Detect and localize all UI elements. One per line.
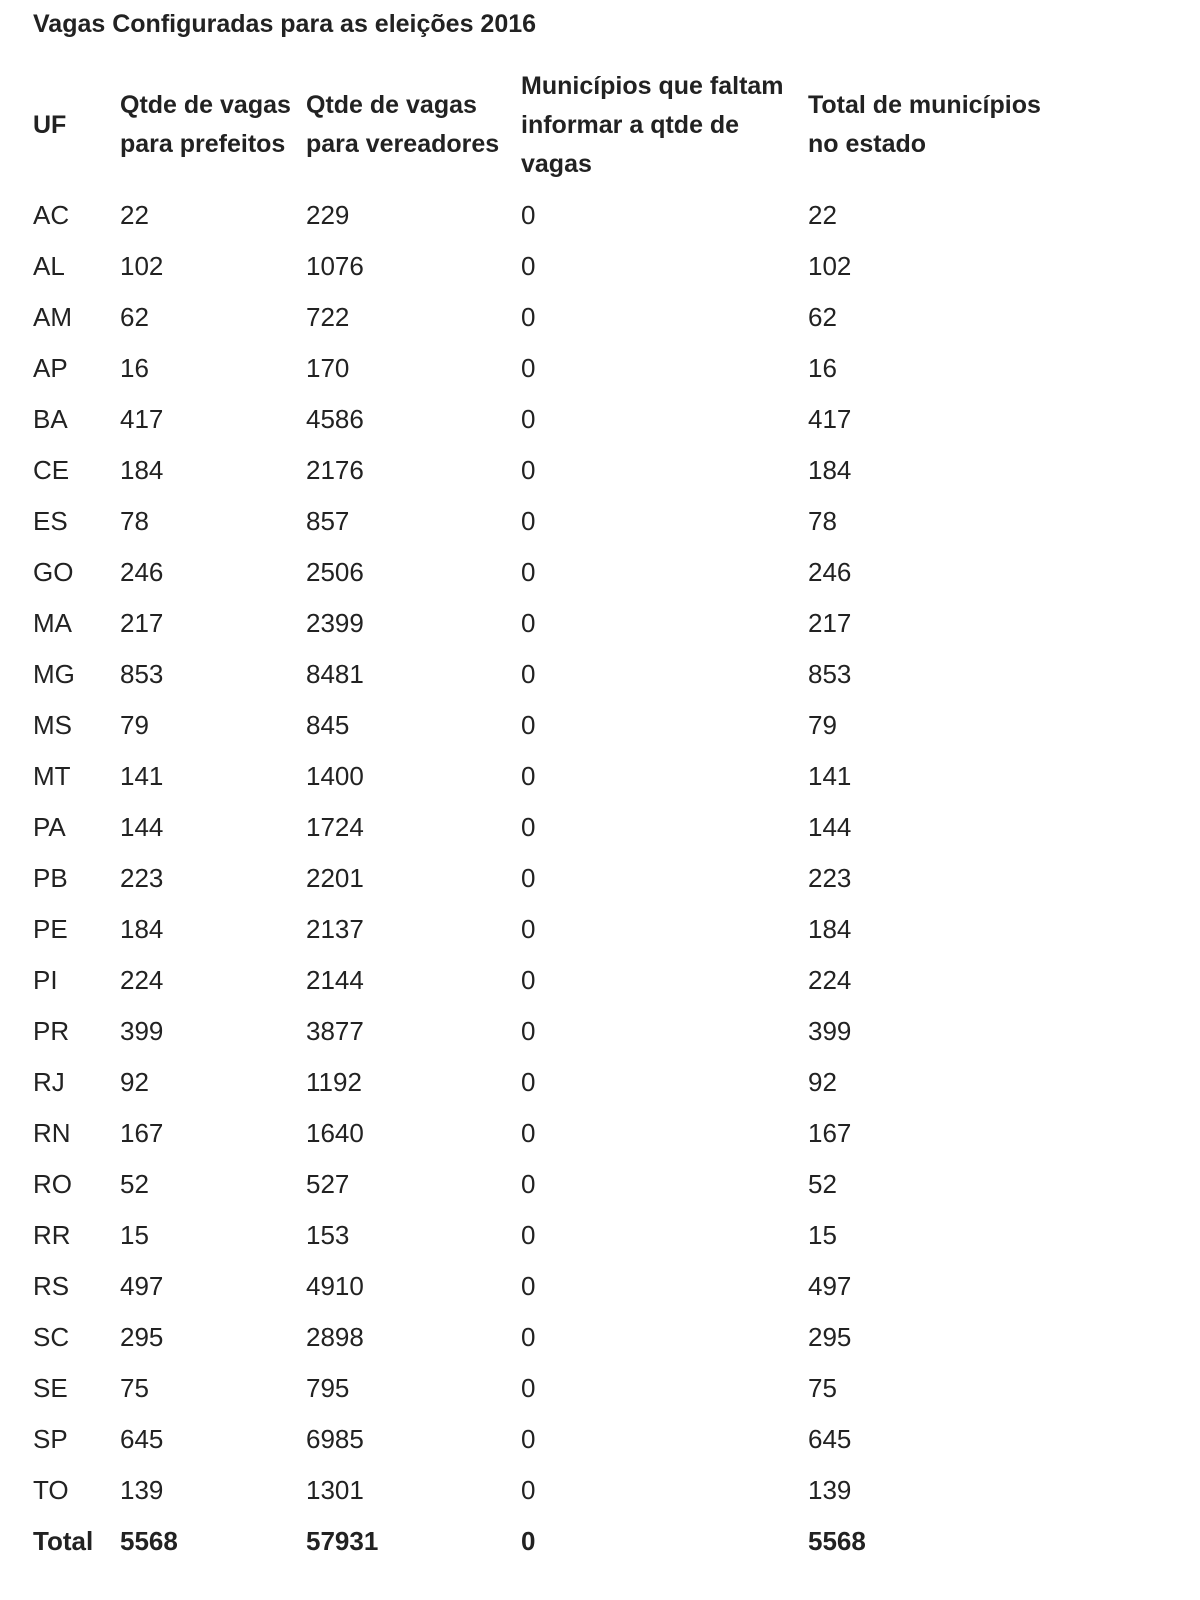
prefeitos-cell: 217: [120, 608, 164, 638]
uf-cell: MG: [33, 659, 75, 689]
header-line: Total de municípios: [808, 91, 1041, 119]
header-line: no estado: [808, 130, 927, 158]
uf-cell: PR: [33, 1016, 70, 1046]
uf-cell: RN: [33, 1118, 71, 1148]
uf-cell: PA: [33, 812, 66, 842]
header-line: Qtde de vagas: [120, 91, 291, 119]
municipios-faltam-cell: 0: [521, 1016, 536, 1046]
uf-cell: CE: [33, 455, 70, 485]
table-row: [26, 853, 1101, 904]
table-row: [26, 955, 1101, 1006]
table-row: [26, 1006, 1101, 1057]
total-row: [26, 1516, 1101, 1567]
uf-cell: MS: [33, 710, 72, 740]
vereadores-cell: 153: [306, 1220, 350, 1250]
table-row: [26, 904, 1101, 955]
prefeitos-cell: 246: [120, 557, 164, 587]
uf-cell: GO: [33, 557, 74, 587]
uf-cell: ES: [33, 506, 68, 536]
prefeitos-cell: 75: [120, 1373, 149, 1403]
table-row: [26, 1057, 1101, 1108]
municipios-faltam-cell: 0: [521, 353, 536, 383]
uf-header: [26, 60, 113, 190]
total-municipios-cell: 78: [808, 506, 837, 536]
prefeitos-cell: 497: [120, 1271, 164, 1301]
table-row: [26, 547, 1101, 598]
prefeitos-cell: 62: [120, 302, 149, 332]
uf-cell: RO: [33, 1169, 72, 1199]
municipios-faltam-header: [514, 60, 801, 190]
table-row: [26, 1465, 1101, 1516]
header-line: Qtde de vagas: [306, 91, 477, 119]
uf-cell: RS: [33, 1271, 70, 1301]
municipios-faltam-cell: 0: [521, 761, 536, 791]
table-row: [26, 1108, 1101, 1159]
total-label: Total: [33, 1526, 94, 1556]
vereadores-total: 57931: [306, 1526, 379, 1556]
uf-cell: TO: [33, 1475, 69, 1505]
total-municipios-cell: 645: [808, 1424, 852, 1454]
table-row: [26, 1210, 1101, 1261]
vereadores-cell: 2506: [306, 557, 364, 587]
total-municipios-cell: 853: [808, 659, 852, 689]
prefeitos-header: [113, 60, 299, 190]
municipios-faltam-cell: 0: [521, 1322, 536, 1352]
header-line: UF: [33, 110, 67, 139]
vereadores-cell: 1400: [306, 761, 364, 791]
total-municipios-cell: 16: [808, 353, 837, 383]
municipios-faltam-cell: 0: [521, 404, 536, 434]
total-municipios-cell: 139: [808, 1475, 852, 1505]
vereadores-cell: 722: [306, 302, 350, 332]
uf-cell: AM: [33, 302, 72, 332]
municipios-faltam-total: 0: [521, 1526, 536, 1556]
prefeitos-cell: 223: [120, 863, 164, 893]
municipios-faltam-cell: 0: [521, 812, 536, 842]
prefeitos-cell: 22: [120, 200, 149, 230]
municipios-faltam-cell: 0: [521, 200, 536, 230]
vereadores-cell: 1301: [306, 1475, 364, 1505]
municipios-faltam-cell: 0: [521, 659, 536, 689]
vereadores-cell: 795: [306, 1373, 350, 1403]
total-municipios-cell: 102: [808, 251, 852, 281]
vereadores-cell: 2144: [306, 965, 364, 995]
uf-cell: AC: [33, 200, 70, 230]
table-row: [26, 1261, 1101, 1312]
total-municipios-cell: 141: [808, 761, 852, 791]
total-municipios-cell: 79: [808, 710, 837, 740]
uf-cell: BA: [33, 404, 68, 434]
municipios-faltam-cell: 0: [521, 1373, 536, 1403]
prefeitos-cell: 144: [120, 812, 164, 842]
total-municipios-cell: 497: [808, 1271, 852, 1301]
prefeitos-cell: 141: [120, 761, 164, 791]
prefeitos-cell: 645: [120, 1424, 164, 1454]
table-body: [26, 190, 1101, 1567]
vereadores-cell: 2898: [306, 1322, 364, 1352]
table-header-row: [26, 60, 1101, 190]
total-municipios-cell: 399: [808, 1016, 852, 1046]
uf-cell: SC: [33, 1322, 70, 1352]
table-row: [26, 1312, 1101, 1363]
municipios-faltam-cell: 0: [521, 1118, 536, 1148]
vereadores-cell: 2176: [306, 455, 364, 485]
uf-cell: AL: [33, 251, 65, 281]
table-row: [26, 1363, 1101, 1414]
municipios-faltam-cell: 0: [521, 1271, 536, 1301]
prefeitos-cell: 79: [120, 710, 149, 740]
header-line: para prefeitos: [120, 130, 286, 158]
uf-cell: RJ: [33, 1067, 65, 1097]
vereadores-cell: 1076: [306, 251, 364, 281]
prefeitos-cell: 417: [120, 404, 164, 434]
table-row: [26, 292, 1101, 343]
table-row: [26, 190, 1101, 241]
total-municipios-cell: 184: [808, 455, 852, 485]
vereadores-cell: 845: [306, 710, 350, 740]
uf-cell: PI: [33, 965, 58, 995]
vereadores-cell: 857: [306, 506, 350, 536]
vereadores-cell: 2137: [306, 914, 364, 944]
municipios-faltam-cell: 0: [521, 251, 536, 281]
vagas-table: [26, 60, 1101, 1567]
prefeitos-cell: 139: [120, 1475, 164, 1505]
uf-cell: SE: [33, 1373, 68, 1403]
vereadores-cell: 1640: [306, 1118, 364, 1148]
table-row: [26, 700, 1101, 751]
table-row: [26, 751, 1101, 802]
prefeitos-cell: 92: [120, 1067, 149, 1097]
prefeitos-cell: 184: [120, 914, 164, 944]
header-line: informar a qtde de: [521, 110, 740, 139]
uf-cell: PB: [33, 863, 68, 893]
uf-cell: MT: [33, 761, 71, 791]
vereadores-cell: 229: [306, 200, 350, 230]
header-line: Municípios que faltam: [521, 71, 784, 100]
prefeitos-cell: 184: [120, 455, 164, 485]
municipios-faltam-cell: 0: [521, 1169, 536, 1199]
table-row: [26, 802, 1101, 853]
prefeitos-cell: 295: [120, 1322, 164, 1352]
municipios-faltam-cell: 0: [521, 302, 536, 332]
page-title: Vagas Configuradas para as eleições 2016: [33, 10, 537, 38]
header-line: vagas: [521, 149, 592, 178]
total-municipios-cell: 62: [808, 302, 837, 332]
municipios-faltam-cell: 0: [521, 863, 536, 893]
uf-cell: PE: [33, 914, 68, 944]
total-municipios-cell: 217: [808, 608, 852, 638]
prefeitos-cell: 16: [120, 353, 149, 383]
prefeitos-cell: 78: [120, 506, 149, 536]
vereadores-cell: 1724: [306, 812, 364, 842]
total-municipios-cell: 246: [808, 557, 852, 587]
vereadores-cell: 8481: [306, 659, 364, 689]
total-municipios-cell: 52: [808, 1169, 837, 1199]
vereadores-cell: 4586: [306, 404, 364, 434]
vereadores-cell: 170: [306, 353, 350, 383]
prefeitos-cell: 102: [120, 251, 164, 281]
municipios-faltam-cell: 0: [521, 557, 536, 587]
total-municipios-cell: 295: [808, 1322, 852, 1352]
total-municipios-cell: 184: [808, 914, 852, 944]
table-row: [26, 445, 1101, 496]
total-municipios-cell: 15: [808, 1220, 837, 1250]
total-municipios-cell: 75: [808, 1373, 837, 1403]
table-row: [26, 343, 1101, 394]
total-municipios-cell: 223: [808, 863, 852, 893]
vereadores-cell: 2201: [306, 863, 364, 893]
municipios-faltam-cell: 0: [521, 1424, 536, 1454]
municipios-faltam-cell: 0: [521, 608, 536, 638]
municipios-faltam-cell: 0: [521, 506, 536, 536]
municipios-faltam-cell: 0: [521, 710, 536, 740]
vereadores-cell: 6985: [306, 1424, 364, 1454]
prefeitos-cell: 167: [120, 1118, 164, 1148]
municipios-faltam-cell: 0: [521, 1067, 536, 1097]
table-row: [26, 649, 1101, 700]
vereadores-cell: 3877: [306, 1016, 364, 1046]
municipios-faltam-cell: 0: [521, 1475, 536, 1505]
vereadores-cell: 1192: [306, 1067, 362, 1097]
header-line: para vereadores: [306, 130, 500, 158]
table-row: [26, 1414, 1101, 1465]
vereadores-cell: 2399: [306, 608, 364, 638]
total-municipios-cell: 224: [808, 965, 852, 995]
total-municipios-cell: 417: [808, 404, 852, 434]
municipios-faltam-cell: 0: [521, 965, 536, 995]
total-municipios-cell: 144: [808, 812, 852, 842]
table-row: [26, 1159, 1101, 1210]
municipios-faltam-cell: 0: [521, 914, 536, 944]
table-row: [26, 241, 1101, 292]
total-municipios-header: [801, 60, 1101, 190]
prefeitos-total: 5568: [120, 1526, 178, 1556]
total-municipios-cell: 167: [808, 1118, 852, 1148]
table-row: [26, 394, 1101, 445]
uf-cell: MA: [33, 608, 72, 638]
vereadores-cell: 527: [306, 1169, 350, 1199]
table-row: [26, 496, 1101, 547]
prefeitos-cell: 52: [120, 1169, 149, 1199]
vereadores-cell: 4910: [306, 1271, 364, 1301]
uf-cell: RR: [33, 1220, 71, 1250]
prefeitos-cell: 224: [120, 965, 164, 995]
total-municipios-total: 5568: [808, 1526, 866, 1556]
prefeitos-cell: 399: [120, 1016, 164, 1046]
municipios-faltam-cell: 0: [521, 455, 536, 485]
uf-cell: AP: [33, 353, 68, 383]
vereadores-header: [299, 60, 514, 190]
uf-cell: SP: [33, 1424, 68, 1454]
municipios-faltam-cell: 0: [521, 1220, 536, 1250]
prefeitos-cell: 15: [120, 1220, 149, 1250]
total-municipios-cell: 92: [808, 1067, 837, 1097]
prefeitos-cell: 853: [120, 659, 164, 689]
table-row: [26, 598, 1101, 649]
total-municipios-cell: 22: [808, 200, 837, 230]
